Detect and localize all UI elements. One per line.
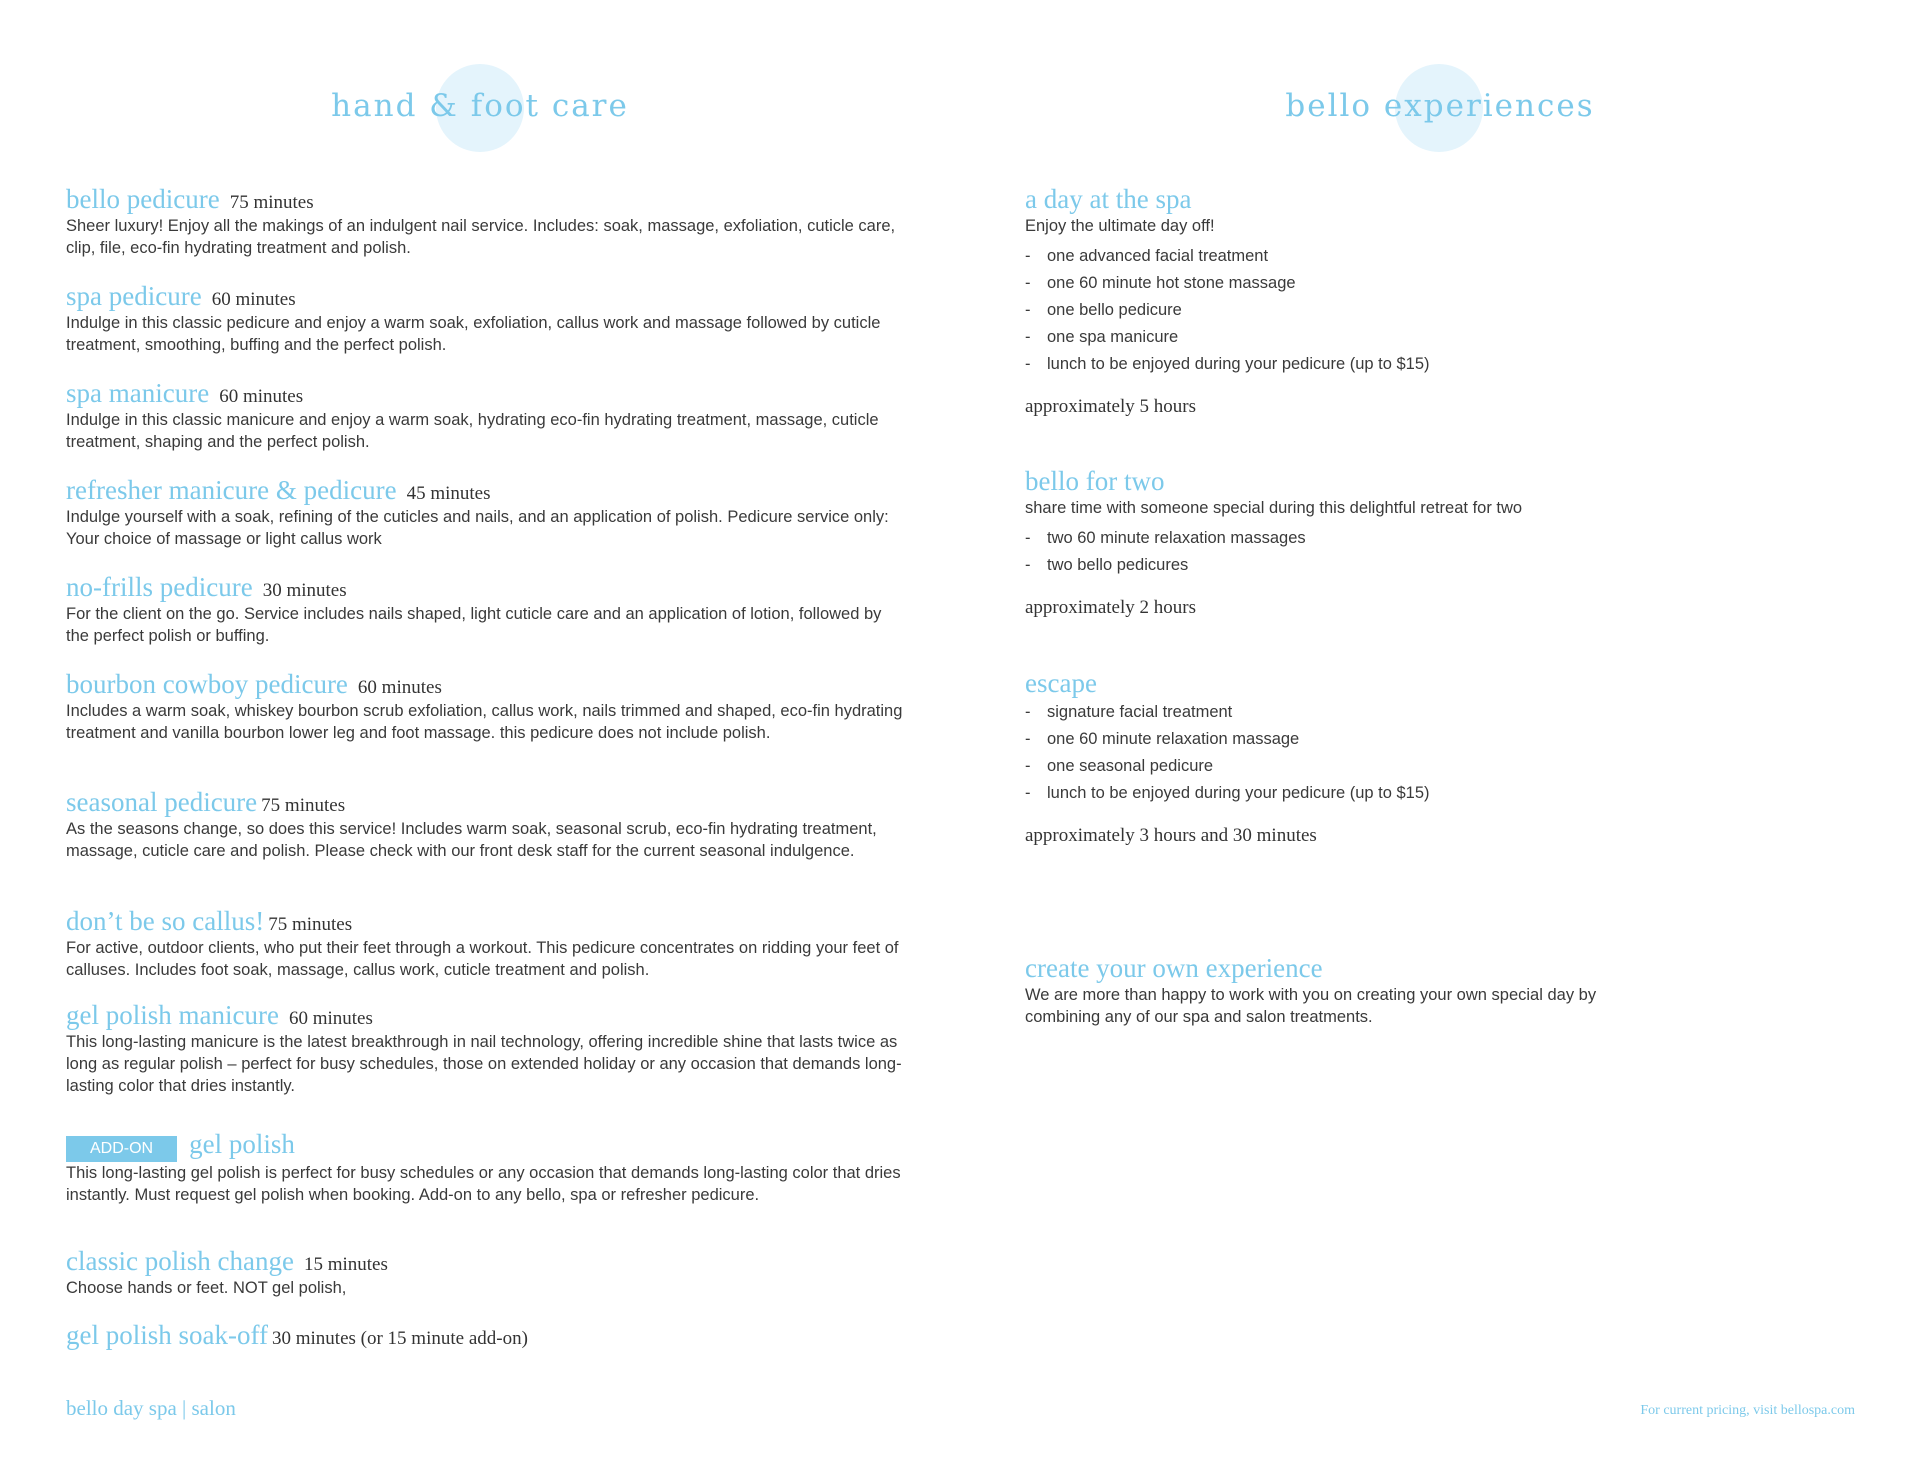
service-duration: 60 minutes [288,1008,373,1029]
experience-day-at-spa [1025,183,1685,418]
service-duration: 60 minutes [219,386,304,407]
service-item [66,571,906,647]
experience-list-item: - two bello pedicures [1025,556,1189,574]
experience-list-item: - one advanced facial treatment [1025,247,1269,265]
experience-duration: approximately 5 hours [1025,396,1196,417]
experience-list-item: - one seasonal pedicure [1025,757,1214,775]
service-duration: 60 minutes [211,289,296,310]
service-duration: 45 minutes [406,483,491,504]
experience-bello-for-two [1025,465,1685,619]
section-title-hand-foot-care: hand & foot care [331,88,629,124]
experience-name: create your own experience [1025,953,1323,983]
service-duration: 75 minutes [229,192,314,213]
service-name: gel polish manicure [66,1000,279,1030]
service-item [66,905,906,981]
experience-list-item: - signature facial treatment [1025,703,1233,721]
service-item [66,999,906,1097]
service-item [66,668,906,744]
experience-subtitle: share time with someone special during this delightful retreat for two [1025,499,1523,517]
service-description: Indulge in this classic manicure and enjoy a warm soak, hydrating eco-fin hydrating treatment, massage, cuticle treatment, shaping and the perfect polish. [66,411,879,451]
service-duration: 30 minutes (or 15 minute add-on) [271,1328,528,1349]
experience-list-item: - two 60 minute relaxation massages [1025,529,1306,547]
service-description: For the client on the go. Service includes nails shaped, light cuticle care and an application of lotion, followed by the perfect polish or buffing. [66,605,882,645]
service-item [66,183,906,259]
service-name: bourbon cowboy pedicure [66,669,348,699]
service-name: spa pedicure [66,281,202,311]
service-description: Indulge in this classic pedicure and enjoy a warm soak, exfoliation, callus work and massage followed by cuticle treatment, smoothing, buffing and the perfect polish. [66,314,881,354]
service-description: Indulge yourself with a soak, refining of the cuticles and nails, and an application of polish. Pedicure service only: Your choice of massage or light callus work [66,508,889,548]
experience-name: escape [1025,668,1097,698]
service-duration: 60 minutes [357,677,442,698]
service-description: As the seasons change, so does this service! Includes warm soak, seasonal scrub, eco-fin hydrating treatment, massage, cuticle care and polish. Please check with our front desk staff for the current seasonal indulgence. [66,820,877,860]
service-description: This long-lasting manicure is the latest breakthrough in nail technology, offering incredible shine that lasts twice as long as regular polish – perfect for busy schedules, those on extended holiday or any occasion that demands long-lasting color that dries instantly. [66,1033,902,1095]
experience-description: We are more than happy to work with you on creating your own special day by combining any of our spa and salon treatments. [1025,986,1597,1026]
service-item [66,786,906,862]
service-description: For active, outdoor clients, who put their feet through a workout. This pedicure concentrates on ridding your feet of calluses. Includes foot soak, massage, callus work, cuticle treatment and polish. [66,939,899,979]
service-duration: 75 minutes [261,795,346,816]
service-duration: 75 minutes [268,914,353,935]
service-description: Choose hands or feet. NOT gel polish, [66,1279,347,1297]
section-title-bello-experiences: bello experiences [1285,88,1595,124]
service-duration: 15 minutes [303,1254,388,1275]
service-item [66,377,906,453]
service-description: Includes a warm soak, whiskey bourbon scrub exfoliation, callus work, nails trimmed and shaped, eco-fin hydrating treatment and vanilla bourbon lower leg and foot massage. this pedicure does not include polish. [66,702,903,742]
service-name: refresher manicure & pedicure [66,475,397,505]
addon-badge: ADD-ON [66,1136,177,1162]
service-name: no-frills pedicure [66,572,253,602]
service-name: seasonal pedicure [66,787,258,817]
experience-name: bello for two [1025,466,1165,496]
footer-brand: bello day spa | salon [66,1396,236,1420]
service-item [66,474,906,550]
experience-subtitle: Enjoy the ultimate day off! [1025,217,1215,235]
experience-list-item: - one 60 minute hot stone massage [1025,274,1296,292]
service-name: gel polish [189,1129,295,1159]
experience-list-item: - one 60 minute relaxation massage [1025,730,1300,748]
experience-create-your-own [1025,952,1685,1028]
experience-list-item: - lunch to be enjoyed during your pedicure (up to $15) [1025,784,1430,802]
service-name: classic polish change [66,1246,294,1276]
service-duration: 30 minutes [262,580,347,601]
experience-list-item: - one spa manicure [1025,328,1179,346]
service-item [66,1245,906,1299]
experience-name: a day at the spa [1025,184,1192,214]
service-name: bello pedicure [66,184,220,214]
experience-duration: approximately 2 hours [1025,597,1196,618]
experience-duration: approximately 3 hours and 30 minutes [1025,825,1317,846]
service-name: don’t be so callus! [66,906,265,936]
service-item [66,280,906,356]
addon-item [66,1128,906,1206]
service-description: Sheer luxury! Enjoy all the makings of an indulgent nail service. Includes: soak, massage, exfoliation, cuticle care, clip, file, eco-fin hydrating treatment and polish. [66,217,896,257]
service-name: spa manicure [66,378,210,408]
service-description: This long-lasting gel polish is perfect for busy schedules or any occasion that demands long-lasting color that dries instantly. Must request gel polish when booking. Add-on to any bello, spa or refresher pedicure. [66,1163,901,1204]
experience-escape [1025,667,1685,847]
experience-list-item: - one bello pedicure [1025,301,1182,319]
footer-pricing-note: For current pricing, visit bellospa.com [1640,1403,1855,1418]
service-item [66,1319,906,1351]
service-name: gel polish soak-off [66,1320,268,1350]
experience-list-item: - lunch to be enjoyed during your pedicure (up to $15) [1025,355,1430,373]
